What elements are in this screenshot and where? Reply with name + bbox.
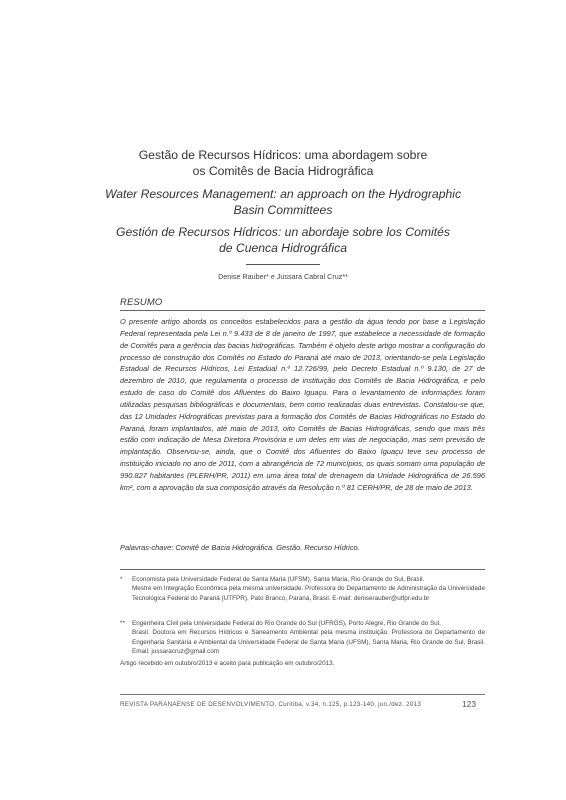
title-spanish bbox=[96, 225, 470, 256]
footnote-mark-2: ** bbox=[120, 620, 125, 627]
title-es-line-1: Gestión de Recursos Hídricos: un abordaje sobre los Comités bbox=[116, 225, 450, 239]
footnote-1-first-line: Economista pela Universidade Federal de Santa Maria (UFSM), Santa Maria, Rio Grande do Sul, Brasil. bbox=[132, 576, 425, 583]
page-number: 123 bbox=[462, 699, 476, 709]
abstract-heading-rule bbox=[120, 310, 485, 311]
title-portuguese bbox=[100, 148, 466, 179]
authors-line: Denise Rauber* e Jussara Cabral Cruz** bbox=[218, 272, 348, 281]
footnote-mark-1: * bbox=[120, 576, 123, 583]
journal-citation: REVISTA PARANAENSE DE DESENVOLVIMENTO, Curitiba, v.34, n.125, p.123-140, jun./dez. 2013 bbox=[120, 701, 422, 708]
title-pt-line-2: os Comitês de Bacia Hidrográfica bbox=[192, 163, 374, 178]
title-en-line-2: Basin Committees bbox=[233, 202, 333, 217]
title-english bbox=[96, 187, 470, 218]
received-note: Artigo recebido em outubro/2013 e aceito para publicação em outubro/2013. bbox=[120, 660, 335, 667]
footnote-divider bbox=[120, 569, 485, 570]
footnote-author-1 bbox=[120, 575, 485, 603]
keywords: Palavras-chave: Comitê de Bacia Hidrográfica. Gestão. Recurso Hídrico. bbox=[120, 543, 360, 552]
title-es-line-2: de Cuenca Hidrográfica bbox=[218, 240, 348, 255]
footer-divider bbox=[120, 694, 485, 695]
footnote-author-2 bbox=[120, 619, 485, 656]
footnote-1-continuation: Mestre em Integração Econômica pela mesma universidade. Professora do Departamento de Administração da Universidade Tecnológica Federal do Paraná (UTFPR), Pato Branco, Paraná, Brasil. E-mail: deniserauber@utfpr.edu.br bbox=[132, 585, 485, 602]
title-en-line-1: Water Resources Management: an approach on the Hydrographic bbox=[104, 187, 462, 201]
footnote-2-continuation: Brasil. Doutora em Recursos Hídricos e Saneamento Ambiental pela mesma instituição. Professora do Departamento de Engenharia Sanitária e Ambiental da Universidade Federal de Santa Maria (UFSM), Santa Maria, Rio Grande do Sul, Brasil. Email: jussaracruz@gmail.com bbox=[132, 629, 485, 655]
abstract-body: O presente artigo aborda os conceitos estabelecidos para a gestão da água tendo por base a Legislação Federal representada pela Lei n.º 9.433 de 8 de janeiro de 1997, que estabelece a necessidade de formação de Comitês para a gerência das bacias hidrográficas. Também é objeto deste artigo mostrar a configuração do processo de construção dos Comitês no Estado do Paraná até maio de 2013, orientando-se pela Legislação Estadual de Recursos Hídricos, Lei Estadual n.º 12.726/99, pelo Decreto Estadual n.º 9.130, de 27 de dezembro de 2010, que regulamenta o processo de instituição dos Comitês de Bacia Hidrográfica, e pelo estudo de caso do Comitê dos Afluentes do Baixo Iguaçu. Para o levantamento de informações foram utilizadas pesquisas bibliográficas e documentais, bem como realizadas duas entrevistas. Constatou-se que, das 12 Unidades Hidrográficas previstas para a formação dos Comitês de Bacias Hidrográficas no Estado do Paraná, foram implantados, até maio de 2013, oito Comitês de Bacias Hidrográficas, sendo que mais três estão com indicação de Mesa Diretora Provisória e um deles em vias de negociação, mas sem previsão de implantação. Observou-se, ainda, que o Comitê dos Afluentes do Baixo Iguaçu teve seu processo de instituição iniciado no ano de 2011, com a abrangência de 72 municípios, os quais somam uma população de 990.827 habitantes (PLERH/PR, 2011) em uma área total de drenagem da Unidade Hidrográfica de 26.596 km², com a aprovação da sua composição através da Resolução n.º 81 CERH/PR, de 28 de maio de 2013. bbox=[120, 317, 485, 492]
title-divider bbox=[246, 264, 320, 265]
abstract-heading: RESUMO bbox=[120, 296, 163, 307]
footnote-2-first-line: Engenheira Civil pela Universidade Federal do Rio Grande do Sul (UFRGS), Porto Alegre, Rio Grande do Sul, bbox=[132, 620, 441, 627]
title-pt-line-1: Gestão de Recursos Hídricos: uma abordagem sobre bbox=[138, 148, 428, 162]
